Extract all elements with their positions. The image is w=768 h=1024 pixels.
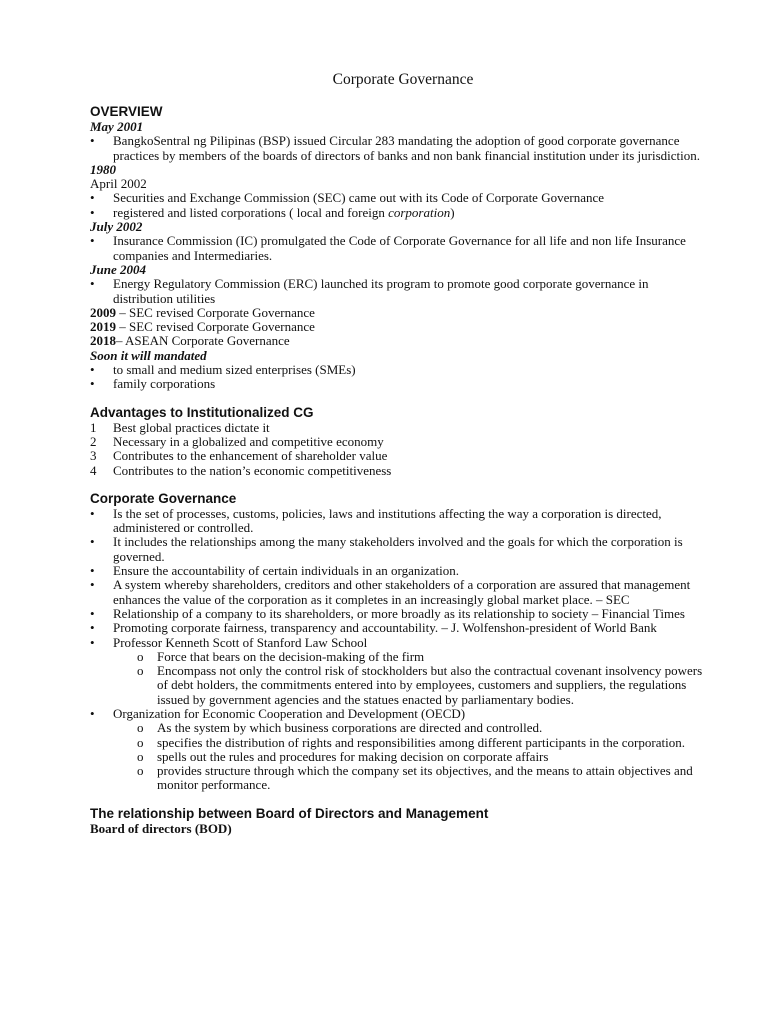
sub-marker: o [137, 748, 144, 764]
sublist-item: o Force that bears on the decision-making of the firm [137, 648, 425, 664]
bullet-marker: • [90, 705, 95, 721]
date-may-2001: May 2001 [90, 119, 144, 134]
list-item: • Insurance Commission (IC) promulgated the Code of Corporate Governance for all life and non life Insurance companies and Intermediaries. [90, 233, 686, 263]
july-2002-list [90, 234, 708, 263]
list-item: • Energy Regulatory Commission (ERC) launched its program to promote good corporate governance in distribution utilities [90, 276, 649, 306]
list-item: • Ensure the accountability of certain individuals in an organization. [90, 563, 459, 579]
bullet-marker: • [90, 233, 95, 249]
june-2004-list [90, 277, 708, 306]
number-marker: 3 [90, 448, 97, 464]
sublist-item: o provides structure through which the company set its objectives, and the means to attain objectives and monitor performance. [137, 763, 693, 793]
bullet-marker: • [90, 505, 95, 521]
sublist-item: o spells out the rules and procedures for making decision on corporate affairs [137, 748, 549, 764]
year-2019-line: 2019 – SEC revised Corporate Governance [90, 319, 315, 335]
overview-heading: OVERVIEW [90, 104, 163, 119]
list-item: • Is the set of processes, customs, policies, laws and institutions affecting the way a corporation is directed, administered or controlled. [90, 505, 662, 536]
bullet-marker: • [90, 605, 95, 621]
list-item: • It includes the relationships among the many stakeholders involved and the goals for which the corporation is governed. [90, 534, 683, 564]
bullet-marker: • [90, 204, 95, 220]
list-item: • family corporations [90, 376, 216, 392]
relationship-heading: The relationship between Board of Directors and Management [90, 805, 489, 821]
sublist-item: o specifies the distribution of rights and responsibilities among different participants in the corporation. [137, 734, 685, 750]
list-item: • Securities and Exchange Commission (SEC) came out with its Code of Corporate Governance [90, 190, 604, 206]
april-2002-list [90, 191, 708, 220]
advantages-list [90, 421, 708, 478]
list-item: • registered and listed corporations ( local and foreign corporation) [90, 204, 455, 220]
bullet-marker: • [90, 620, 95, 636]
bullet-marker: • [90, 133, 95, 149]
sub-marker: o [137, 663, 144, 679]
number-marker: 2 [90, 433, 97, 449]
soon-mandated-label: Soon it will mandated [90, 347, 207, 363]
advantages-heading: Advantages to Institutionalized CG [90, 404, 314, 420]
sub-marker: o [137, 734, 144, 750]
oecd-list [90, 707, 708, 721]
sub-marker: o [137, 763, 144, 779]
list-item: • Relationship of a company to its shareholders, or more broadly as its relationship to society – Financial Times [90, 605, 685, 621]
bullet-marker: • [90, 376, 95, 392]
date-1980: 1980 [90, 161, 116, 177]
list-item: 3 Contributes to the enhancement of shareholder value [90, 448, 388, 464]
year-2009-line: 2009 – SEC revised Corporate Governance [90, 304, 315, 320]
date-july-2002: July 2002 [90, 219, 143, 235]
sublist-item: o As the system by which business corporations are directed and controlled. [137, 720, 543, 736]
bullet-marker: • [90, 577, 95, 593]
list-item: • Organization for Economic Cooperation and Development (OECD) [90, 705, 466, 721]
bullet-marker: • [90, 362, 95, 378]
number-marker: 1 [90, 419, 97, 435]
list-item: • A system whereby shareholders, creditors and other stakeholders of a corporation are assured that management enhances the value of the corporation as it completes in an increasingly global market place. – SEC [90, 577, 691, 607]
date-april-2002: April 2002 [90, 176, 147, 192]
list-item: • BangkoSentral ng Pilipinas (BSP) issued Circular 283 mandating the adoption of good corporate governance practices by members of the boards of directors of banks and non bank financial institution under its jurisdiction. [90, 133, 701, 163]
bullet-marker: • [90, 563, 95, 579]
cg-list [90, 507, 708, 650]
date-june-2004: June 2004 [90, 261, 146, 277]
bullet-marker: • [90, 534, 95, 550]
sublist-item: o Encompass not only the control risk of stockholders but also the contractual covenant insolvency powers of debt holders, the commitments entered into by employees, customers and suppliers, the regulations issued by government agencies and the statues enacted by parliamentary bodies. [137, 663, 703, 707]
may-2001-list [90, 134, 708, 163]
sub-marker: o [137, 720, 144, 736]
sub-marker: o [137, 648, 144, 664]
scott-sublist [90, 650, 708, 707]
soon-mandated-list [90, 363, 708, 392]
oecd-sublist [90, 721, 708, 792]
bullet-marker: • [90, 634, 95, 650]
list-item: 4 Contributes to the nation’s economic competitiveness [90, 462, 392, 478]
list-item: • Professor Kenneth Scott of Stanford Law School [90, 634, 368, 650]
list-item: • to small and medium sized enterprises (SMEs) [90, 362, 356, 378]
list-item: 1 Best global practices dictate it [90, 419, 270, 435]
bullet-marker: • [90, 276, 95, 292]
cg-heading: Corporate Governance [90, 490, 237, 506]
number-marker: 4 [90, 462, 97, 478]
list-item: 2 Necessary in a globalized and competitive economy [90, 433, 384, 449]
list-item: • Promoting corporate fairness, transparency and accountability. – J. Wolfenshon-president of World Bank [90, 620, 657, 636]
document-title: Corporate Governance [332, 71, 474, 88]
bullet-marker: • [90, 190, 95, 206]
bod-subheading: Board of directors (BOD) [90, 820, 232, 836]
year-2018-line: 2018– ASEAN Corporate Governance [90, 333, 290, 349]
